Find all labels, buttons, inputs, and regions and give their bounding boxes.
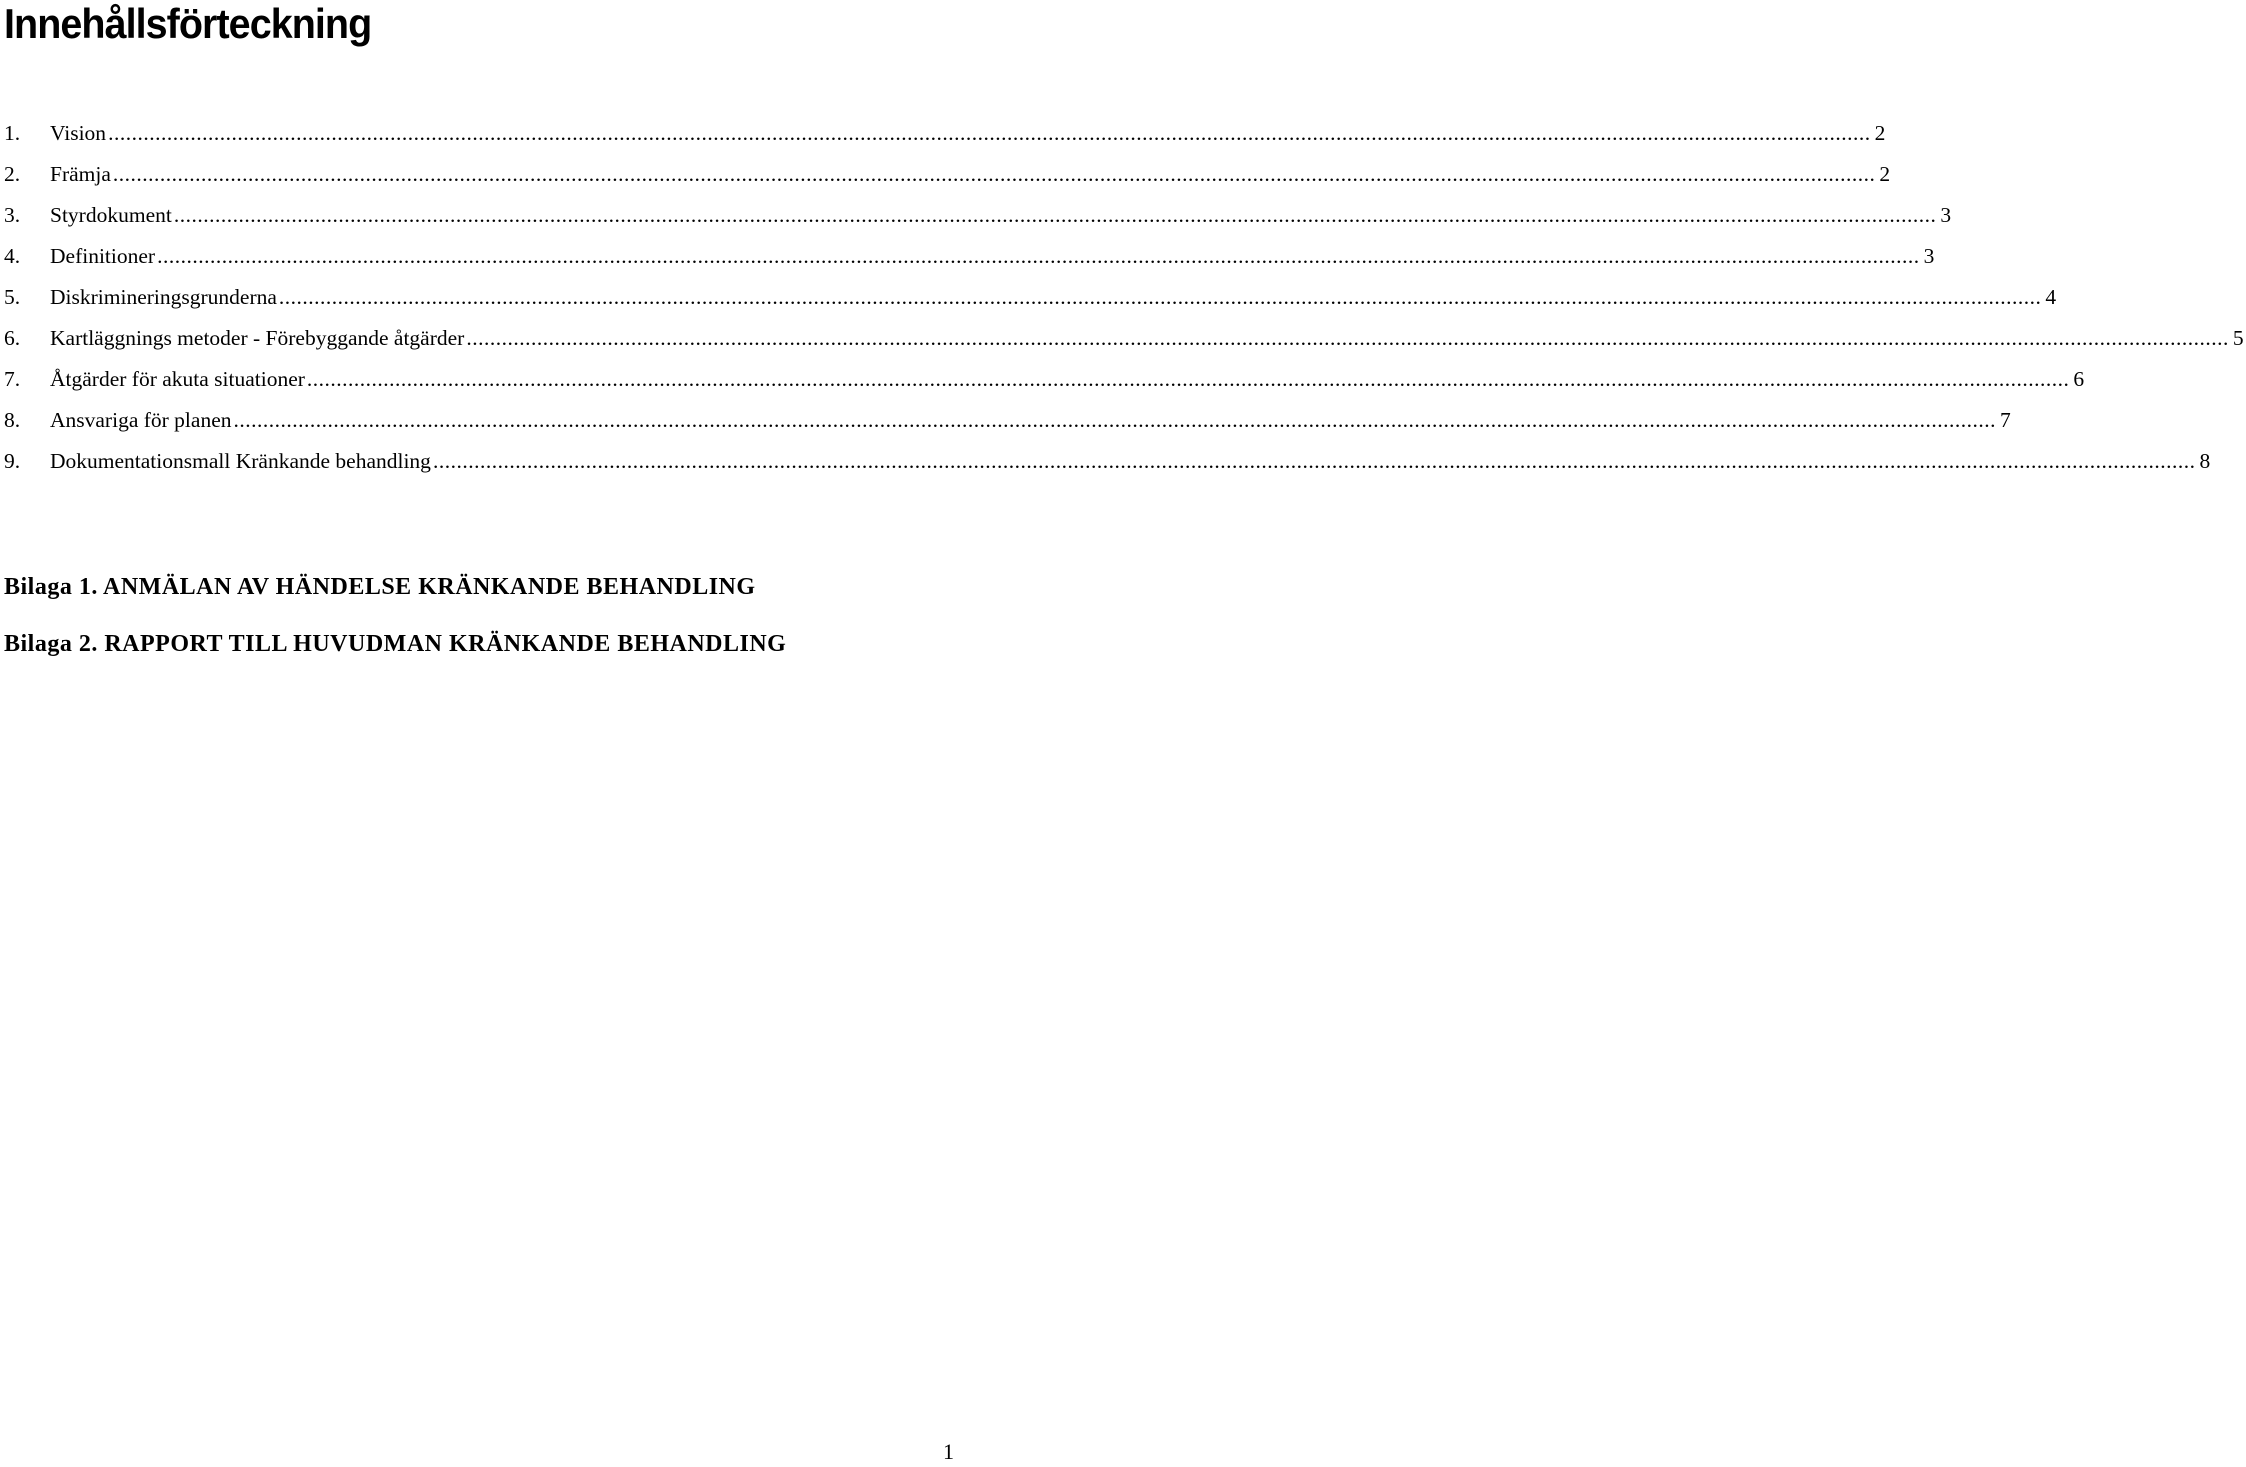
toc-entry-diskrimineringsgrunderna[interactable] <box>4 277 2057 318</box>
toc-entry-number: 7. <box>4 367 21 391</box>
toc-entry-title: Åtgärder för akuta situationer <box>50 367 305 391</box>
toc-entry-page: 2 <box>1874 121 1886 145</box>
toc-entry-number: 2. <box>4 162 21 186</box>
toc-entry-title: Kartläggnings metoder - Förebyggande åtgärder <box>50 326 465 350</box>
toc-entry-page: 3 <box>1923 244 1935 268</box>
toc-entry-number: 9. <box>4 449 21 473</box>
toc-entry-page: 5 <box>2232 326 2244 350</box>
toc-entry-number: 3. <box>4 203 21 227</box>
toc-entry-page: 8 <box>2199 449 2211 473</box>
toc-entry-number: 1. <box>4 121 21 145</box>
toc-entry-page: 2 <box>1879 162 1891 186</box>
toc-entry-title: Diskrimineringsgrunderna <box>50 285 277 309</box>
dot-leader: ............................................................................................................................................................................................................................................................................................................ <box>466 326 2229 350</box>
toc-entry-page: 3 <box>1940 203 1952 227</box>
dot-leader: ............................................................................................................................................................................................................................................................................................................ <box>173 203 1937 227</box>
toc-entry-definitioner[interactable] <box>4 236 1935 277</box>
page-title: Innehållsförteckning <box>4 0 372 47</box>
toc-entry-ansvariga-for-planen[interactable] <box>4 400 2011 441</box>
appendix-heading-2: Bilaga 2. RAPPORT TILL HUVUDMAN KRÄNKANDE BEHANDLING <box>4 631 787 657</box>
toc-entry-number: 8. <box>4 408 21 432</box>
dot-leader: ............................................................................................................................................................................................................................................................................................................ <box>157 244 1920 268</box>
table-of-contents <box>4 113 2244 482</box>
toc-entry-number: 4. <box>4 244 21 268</box>
toc-entry-kartlaggnings-metoder[interactable] <box>4 318 2244 359</box>
toc-entry-title: Främja <box>50 162 111 186</box>
dot-leader: ............................................................................................................................................................................................................................................................................................................ <box>108 121 1871 145</box>
toc-entry-atgarder-akuta-situationer[interactable] <box>4 359 2085 400</box>
dot-leader: ............................................................................................................................................................................................................................................................................................................ <box>432 449 2196 473</box>
toc-entry-framja[interactable] <box>4 154 1891 195</box>
page-number: 1 <box>943 1439 954 1464</box>
toc-entry-vision[interactable] <box>4 113 1886 154</box>
toc-entry-title: Definitioner <box>50 244 156 268</box>
toc-entry-page: 7 <box>2000 408 2011 432</box>
dot-leader: ............................................................................................................................................................................................................................................................................................................ <box>278 285 2042 309</box>
toc-entry-page: 4 <box>2045 285 2057 309</box>
toc-entry-number: 5. <box>4 285 21 309</box>
toc-entry-title: Vision <box>50 121 107 145</box>
toc-entry-number: 6. <box>4 326 21 350</box>
toc-entry-title: Ansvariga för planen <box>50 408 232 432</box>
dot-leader: ............................................................................................................................................................................................................................................................................................................ <box>306 367 2070 391</box>
toc-entry-title: Dokumentationsmall Kränkande behandling <box>50 449 431 473</box>
toc-entry-page: 6 <box>2073 367 2085 391</box>
dot-leader: ............................................................................................................................................................................................................................................................................................................ <box>112 162 1876 186</box>
toc-entry-styrdokument[interactable] <box>4 195 1952 236</box>
dot-leader: ............................................................................................................................................................................................................................................................................................................ <box>233 408 1996 432</box>
appendix-heading-1: Bilaga 1. ANMÄLAN AV HÄNDELSE KRÄNKANDE BEHANDLING <box>4 574 756 600</box>
toc-entry-dokumentationsmall[interactable] <box>4 441 2211 482</box>
toc-entry-title: Styrdokument <box>50 203 172 227</box>
